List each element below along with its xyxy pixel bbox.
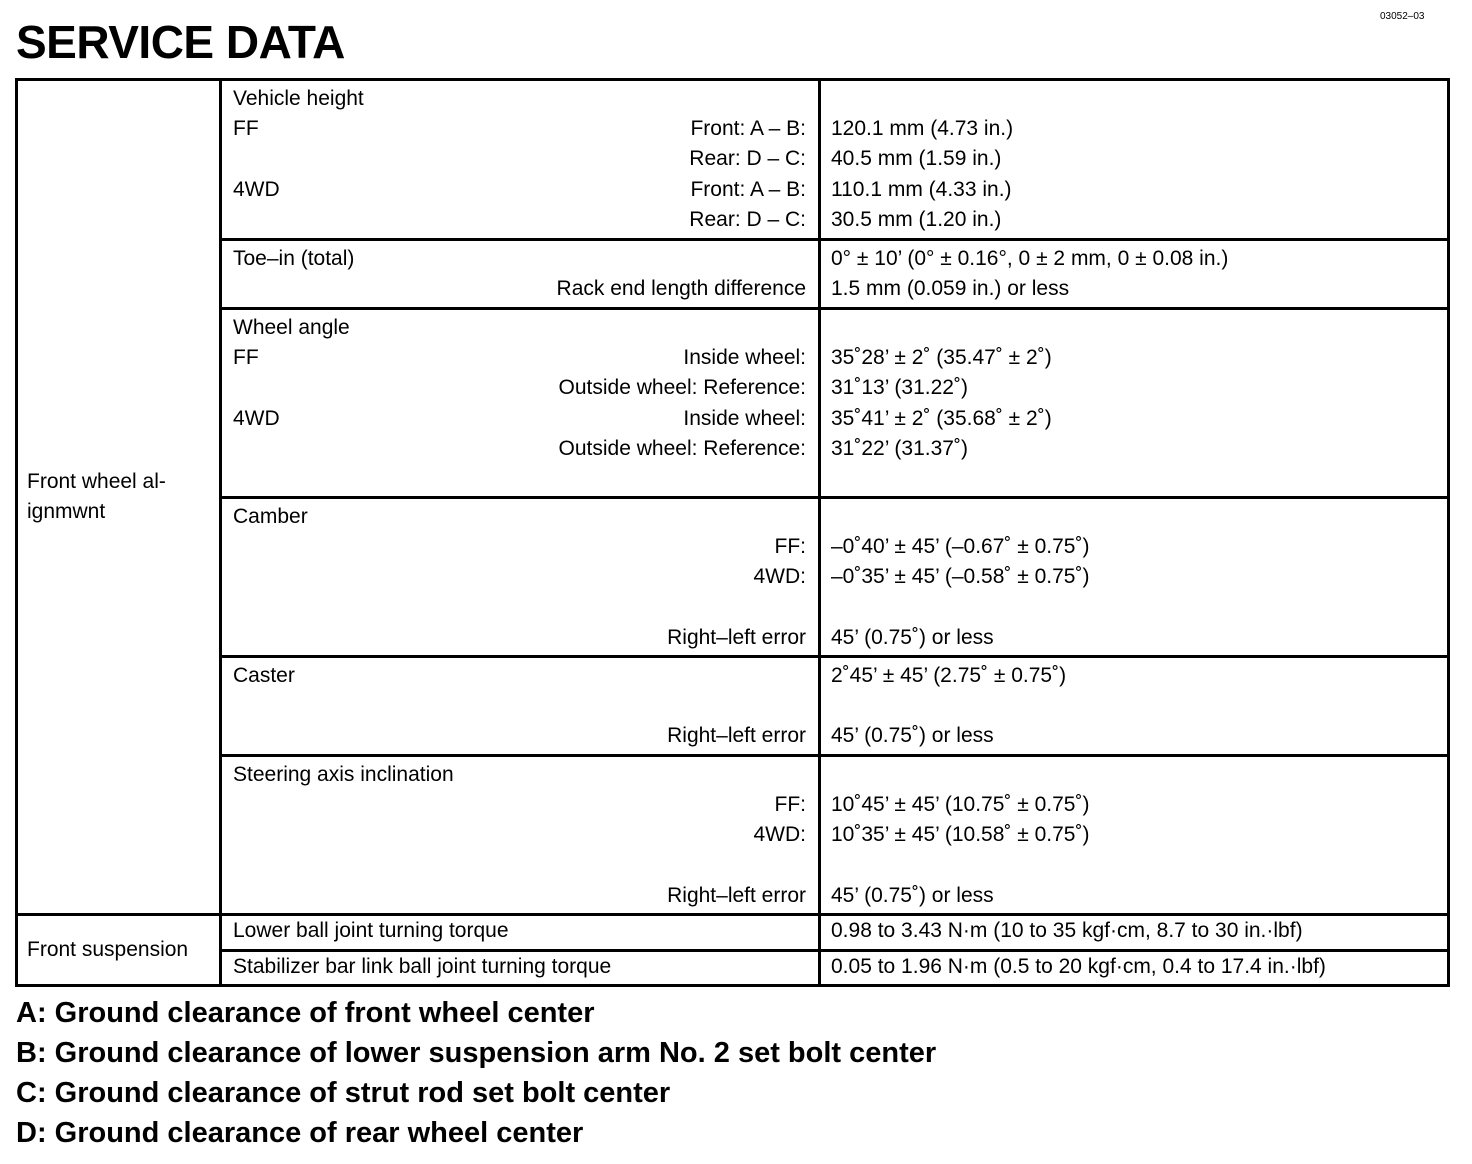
4wd-outside-label: Outside wheel: Reference: <box>558 436 806 460</box>
ff-label: FF <box>233 346 259 370</box>
category-label: Front suspension <box>27 938 189 961</box>
service-data-table <box>15 78 1450 987</box>
legend-item-c: C: Ground clearance of strut rod set bolt center <box>16 1077 671 1109</box>
4wd-front-label-line <box>233 175 806 205</box>
steering-4wd-value: 10˚35’ ± 45’ (10.58˚ ± 0.75˚) <box>831 823 1090 847</box>
toe-in-values <box>820 240 1449 309</box>
steering-4wd-label: 4WD: <box>753 823 806 847</box>
steering-axis-heading: Steering axis inclination <box>233 763 454 786</box>
rack-end-label: Rack end length difference <box>556 277 806 301</box>
steering-axis-values <box>820 756 1449 915</box>
camber-4wd-label: 4WD: <box>753 565 806 589</box>
camber-error-label: Right–left error <box>667 625 806 649</box>
steering-ff-value: 10˚45’ ± 45’ (10.75˚ ± 0.75˚) <box>831 793 1090 817</box>
lower-ball-joint-row <box>17 915 1449 951</box>
legend-item-b: B: Ground clearance of lower suspension arm No. 2 set bolt center <box>16 1037 937 1069</box>
steering-ff-label: FF: <box>774 793 806 817</box>
front-ab-label: Front: A – B: <box>690 177 806 201</box>
camber-ff-value: –0˚40’ ± 45’ (–0.67˚ ± 0.75˚) <box>831 535 1090 559</box>
legend-item-a: A: Ground clearance of front wheel center <box>16 997 595 1029</box>
caster-row <box>17 657 1449 756</box>
toe-in-heading: Toe–in (total) <box>233 247 355 270</box>
ff-rear-value: 40.5 mm (1.59 in.) <box>831 147 1002 171</box>
ff-outside-value: 31˚13’ (31.22˚) <box>831 376 968 400</box>
lower-ball-joint-value-cell <box>820 915 1449 951</box>
document-code: 03052–03 <box>1380 11 1425 22</box>
camber-values <box>820 498 1449 657</box>
stabilizer-bar-value-cell <box>820 951 1449 986</box>
toe-in-labels <box>221 240 820 309</box>
page-title: SERVICE DATA <box>16 16 345 68</box>
toe-in-row <box>17 240 1449 309</box>
camber-heading: Camber <box>233 505 308 528</box>
camber-4wd-value: –0˚35’ ± 45’ (–0.58˚ ± 0.75˚) <box>831 565 1090 589</box>
caster-labels <box>221 657 820 756</box>
stabilizer-bar-label: Stabilizer bar link ball joint turning torque <box>233 955 612 978</box>
steering-axis-row <box>17 756 1449 915</box>
lower-ball-joint-value: 0.98 to 3.43 N·m (10 to 35 kgf·cm, 8.7 to 30 in.·lbf) <box>831 919 1303 942</box>
4wd-inside-value: 35˚41’ ± 2˚ (35.68˚ ± 2˚) <box>831 406 1052 430</box>
vehicle-height-row <box>17 80 1449 240</box>
camber-row <box>17 498 1449 657</box>
caster-error-value: 45’ (0.75˚) or less <box>831 724 994 748</box>
category-label: Front wheel al- ignmwnt <box>27 470 166 523</box>
lower-ball-joint-label-cell <box>221 915 820 951</box>
4wd-inside-label-line <box>233 404 806 434</box>
steering-error-label: Right–left error <box>667 883 806 907</box>
4wd-label: 4WD <box>233 406 280 430</box>
rack-end-value: 1.5 mm (0.059 in.) or less <box>831 277 1070 301</box>
4wd-rear-value: 30.5 mm (1.20 in.) <box>831 207 1002 231</box>
ff-inside-value: 35˚28’ ± 2˚ (35.47˚ ± 2˚) <box>831 346 1052 370</box>
stabilizer-bar-value: 0.05 to 1.96 N·m (0.5 to 20 kgf·cm, 0.4 to 17.4 in.·lbf) <box>831 955 1326 978</box>
4wd-front-value: 110.1 mm (4.33 in.) <box>831 177 1012 201</box>
front-suspension-label <box>17 915 221 986</box>
wheel-angle-labels <box>221 309 820 498</box>
ff-inside-label-line <box>233 343 806 373</box>
ff-rear-label: Rear: D – C: <box>689 147 806 171</box>
4wd-label: 4WD <box>233 177 280 201</box>
ff-front-label-line <box>233 114 806 144</box>
caster-heading: Caster <box>233 664 295 687</box>
ff-front-value: 120.1 mm (4.73 in.) <box>831 117 1014 141</box>
4wd-outside-value: 31˚22’ (31.37˚) <box>831 436 968 460</box>
4wd-rear-label: Rear: D – C: <box>689 207 806 231</box>
lower-ball-joint-label: Lower ball joint turning torque <box>233 919 509 942</box>
legend-item-d: D: Ground clearance of rear wheel center <box>16 1117 584 1149</box>
stabilizer-bar-label-cell <box>221 951 820 986</box>
legend <box>16 993 936 1153</box>
steering-axis-labels <box>221 756 820 915</box>
inside-wheel-label: Inside wheel: <box>683 406 806 430</box>
ff-label: FF <box>233 117 259 141</box>
caster-values <box>820 657 1449 756</box>
vehicle-height-values <box>820 80 1449 240</box>
inside-wheel-label: Inside wheel: <box>683 346 806 370</box>
front-wheel-alignment-label <box>17 80 221 915</box>
front-ab-label: Front: A – B: <box>690 117 806 141</box>
camber-ff-label: FF: <box>774 535 806 559</box>
camber-error-value: 45’ (0.75˚) or less <box>831 625 994 649</box>
wheel-angle-heading: Wheel angle <box>233 316 350 339</box>
wheel-angle-row <box>17 309 1449 498</box>
ff-outside-label: Outside wheel: Reference: <box>558 376 806 400</box>
toe-in-value: 0° ± 10’ (0° ± 0.16°, 0 ± 2 mm, 0 ± 0.08 in.) <box>831 247 1229 270</box>
caster-error-label: Right–left error <box>667 724 806 748</box>
wheel-angle-values <box>820 309 1449 498</box>
vehicle-height-heading: Vehicle height <box>233 87 364 110</box>
camber-labels <box>221 498 820 657</box>
vehicle-height-labels <box>221 80 820 240</box>
caster-value: 2˚45’ ± 45’ (2.75˚ ± 0.75˚) <box>831 664 1067 687</box>
stabilizer-bar-row <box>17 951 1449 986</box>
steering-error-value: 45’ (0.75˚) or less <box>831 883 994 907</box>
